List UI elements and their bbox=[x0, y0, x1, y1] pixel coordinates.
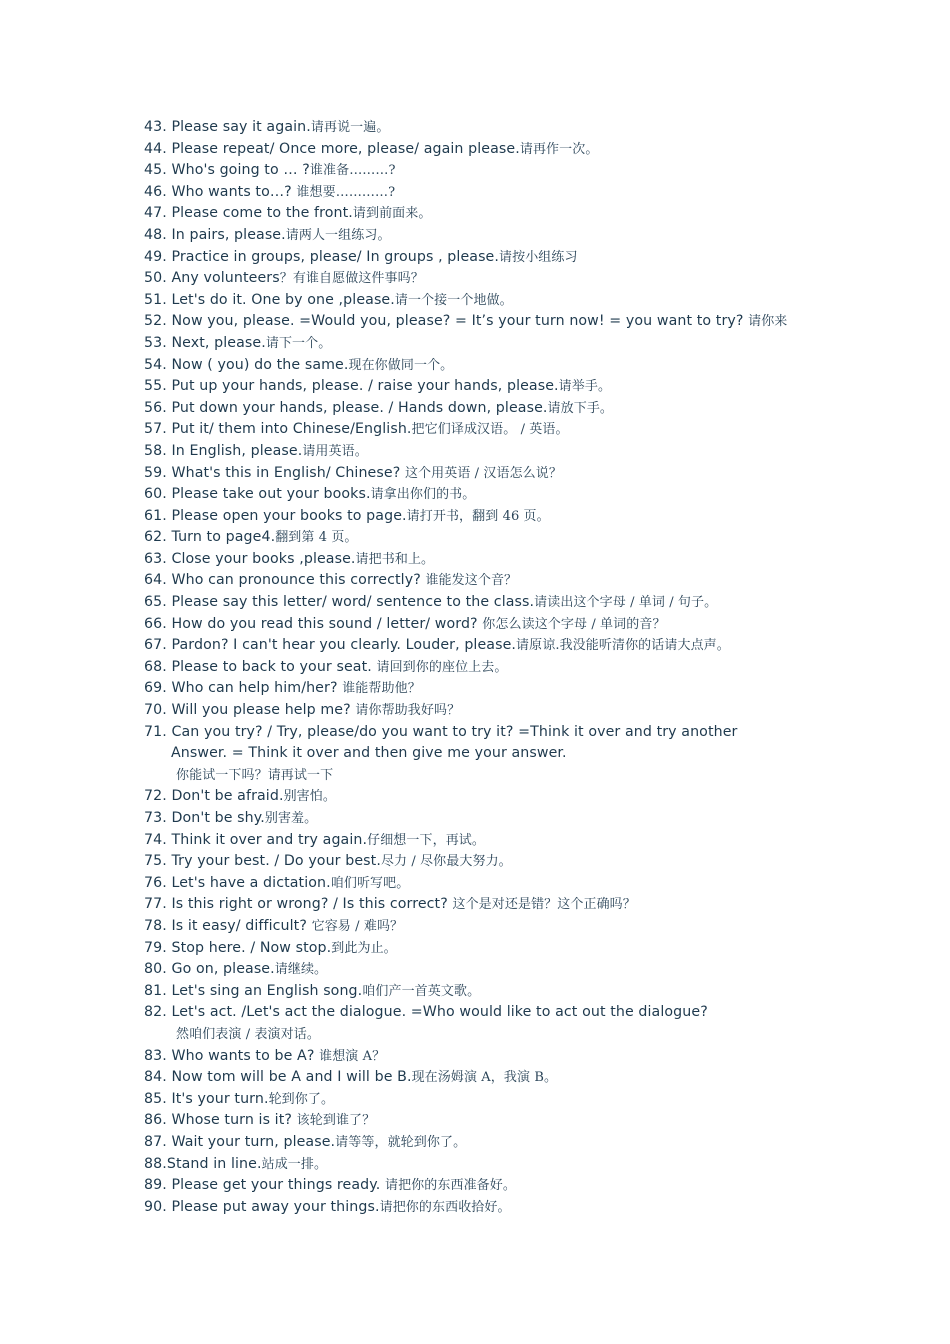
chinese-translation: 站成一排。 bbox=[261, 1156, 328, 1172]
chinese-translation: 尽力 / 尽你最大努力。 bbox=[380, 854, 512, 870]
english-phrase: 50. Any volunteers bbox=[144, 270, 280, 287]
chinese-translation: 请用英语。 bbox=[302, 443, 368, 459]
english-phrase: 60. Please take out your books. bbox=[144, 486, 371, 503]
english-phrase: 88.Stand in line. bbox=[144, 1155, 262, 1172]
english-phrase: 87. Wait your turn, please. bbox=[144, 1133, 336, 1150]
english-phrase: 66. How do you read this sound / letter/ word? bbox=[144, 615, 483, 632]
english-phrase: 81. Let's sing an English song. bbox=[144, 982, 363, 999]
chinese-translation: 这个用英语 / 汉语怎么说？ bbox=[404, 465, 562, 481]
phrase-line bbox=[144, 355, 844, 377]
chinese-translation: 请把书和上。 bbox=[355, 551, 435, 567]
phrase-line bbox=[144, 376, 844, 398]
phrase-line bbox=[144, 419, 844, 441]
chinese-translation: 请回到你的座位上去。 bbox=[376, 659, 508, 675]
phrase-line bbox=[144, 851, 844, 873]
english-phrase: 59. What's this in English/ Chinese? bbox=[144, 464, 405, 481]
english-phrase: 56. Put down your hands, please. / Hands down, please. bbox=[144, 399, 548, 416]
english-phrase: 76. Let's have a dictation. bbox=[144, 874, 331, 891]
english-phrase: 82. Let's act. /Let's act the dialogue. =Who would like to act out the dialogue? bbox=[144, 1004, 708, 1021]
phrase-line bbox=[144, 1002, 844, 1024]
phrase-line bbox=[144, 678, 844, 700]
phrase-line bbox=[144, 592, 844, 614]
chinese-translation: 请按小组练习 bbox=[499, 249, 578, 265]
chinese-translation: 请继续。 bbox=[274, 962, 328, 978]
english-phrase: 64. Who can pronounce this correctly? bbox=[144, 572, 426, 589]
phrase-line bbox=[144, 247, 844, 269]
phrase-line bbox=[144, 1110, 844, 1132]
chinese-translation: 谁想演 A？ bbox=[319, 1048, 386, 1064]
chinese-translation: 仔细想一下，再试。 bbox=[367, 832, 485, 848]
chinese-translation: 谁想要…………? bbox=[296, 184, 396, 200]
phrase-line bbox=[144, 203, 844, 225]
chinese-translation: 请拿出你们的书。 bbox=[370, 487, 476, 503]
english-phrase: 43. Please say it again. bbox=[144, 119, 311, 135]
phrase-continuation-line bbox=[144, 743, 844, 765]
chinese-translation: 现在汤姆演 A，我演 B。 bbox=[411, 1070, 558, 1086]
chinese-translation: 你能试一下吗？请再试一下 bbox=[176, 767, 334, 783]
phrase-line bbox=[144, 1197, 844, 1219]
english-phrase: 53. Next, please. bbox=[144, 334, 266, 351]
chinese-translation: 请把你的东西准备好。 bbox=[384, 1178, 516, 1194]
phrase-line bbox=[144, 484, 844, 506]
english-phrase: 68. Please to back to your seat. bbox=[144, 658, 377, 675]
chinese-translation: 谁准备………? bbox=[309, 163, 396, 179]
phrase-continuation-line bbox=[144, 1024, 844, 1046]
phrase-line bbox=[144, 916, 844, 938]
chinese-translation: 请再说一遍。 bbox=[310, 120, 390, 135]
phrase-line bbox=[144, 268, 844, 290]
chinese-translation: 请放下手。 bbox=[547, 400, 614, 416]
chinese-translation: 别害羞。 bbox=[264, 811, 318, 826]
chinese-translation: ？有谁自愿做这件事吗？ bbox=[279, 271, 424, 287]
english-phrase: 44. Please repeat/ Once more, please/ again please. bbox=[144, 140, 520, 157]
phrase-line bbox=[144, 570, 844, 592]
english-phrase: 83. Who wants to be A? bbox=[144, 1047, 320, 1064]
phrase-line bbox=[144, 290, 844, 312]
english-phrase: 57. Put it/ them into Chinese/English. bbox=[144, 421, 412, 438]
phrase-line bbox=[144, 549, 844, 571]
english-phrase: 48. In pairs, please. bbox=[144, 226, 286, 243]
phrase-line bbox=[144, 830, 844, 852]
english-phrase: 61. Please open your books to page. bbox=[144, 507, 407, 524]
chinese-translation: 请等等，就轮到你了。 bbox=[335, 1134, 467, 1150]
english-phrase: 45. Who's going to … ? bbox=[144, 162, 310, 179]
phrase-line bbox=[144, 139, 844, 161]
chinese-translation: 你怎么读这个字母 / 单词的音？ bbox=[482, 616, 666, 632]
english-phrase: 89. Please get your things ready. bbox=[144, 1177, 385, 1194]
phrase-line bbox=[144, 1154, 844, 1176]
phrase-line bbox=[144, 808, 844, 830]
phrase-list bbox=[144, 117, 844, 1218]
english-phrase: 84. Now tom will be A and I will be B. bbox=[144, 1069, 412, 1086]
english-phrase: 85. It's your turn. bbox=[144, 1090, 269, 1107]
english-phrase: 62. Turn to page4. bbox=[144, 529, 276, 546]
english-phrase: 78. Is it easy/ difficult? bbox=[144, 917, 312, 934]
phrase-line bbox=[144, 722, 844, 744]
phrase-line bbox=[144, 441, 844, 463]
phrase-continuation-line bbox=[144, 765, 844, 787]
english-phrase: 86. Whose turn is it? bbox=[144, 1112, 297, 1129]
english-phrase: 73. Don't be shy. bbox=[144, 810, 265, 826]
english-phrase: 77. Is this right or wrong? / Is this correct? bbox=[144, 896, 453, 913]
english-phrase: 63. Close your books ,please. bbox=[144, 550, 356, 567]
chinese-translation: 现在你做同一个。 bbox=[348, 357, 454, 373]
chinese-translation: 它容易 / 难吗？ bbox=[311, 918, 404, 934]
english-phrase: 67. Pardon? I can't hear you clearly. Louder, please. bbox=[144, 637, 517, 654]
chinese-translation: 轮到你了。 bbox=[268, 1091, 335, 1107]
english-phrase: 70. Will you please help me? bbox=[144, 702, 356, 719]
english-phrase: 55. Put up your hands, please. / raise your hands, please. bbox=[144, 378, 559, 395]
phrase-line bbox=[144, 635, 844, 657]
phrase-line bbox=[144, 938, 844, 960]
phrase-line bbox=[144, 873, 844, 895]
english-phrase: 47. Please come to the front. bbox=[144, 205, 353, 222]
english-phrase: 58. In English, please. bbox=[144, 442, 303, 459]
phrase-line bbox=[144, 1175, 844, 1197]
chinese-translation: 请再作一次。 bbox=[519, 141, 599, 157]
phrase-line bbox=[144, 894, 844, 916]
english-phrase: 72. Don't be afraid. bbox=[144, 788, 284, 805]
english-phrase: Answer. = Think it over and then give me your answer. bbox=[171, 745, 567, 762]
english-phrase: 80. Go on, please. bbox=[144, 961, 275, 978]
english-phrase: 51. Let's do it. One by one ,please. bbox=[144, 291, 395, 308]
english-phrase: 49. Practice in groups, please/ In groups , please. bbox=[144, 248, 499, 265]
chinese-translation: 请到前面来。 bbox=[352, 206, 432, 222]
chinese-translation: 到此为止。 bbox=[331, 940, 397, 956]
english-phrase: 65. Please say this letter/ word/ sentence to the class. bbox=[144, 594, 535, 611]
phrase-line bbox=[144, 614, 844, 636]
english-phrase: 90. Please put away your things. bbox=[144, 1198, 380, 1215]
phrase-line bbox=[144, 786, 844, 808]
chinese-translation: 别害怕。 bbox=[283, 789, 336, 805]
chinese-translation: 该轮到谁了？ bbox=[296, 1113, 376, 1129]
chinese-translation: 请下一个。 bbox=[265, 335, 332, 351]
chinese-translation: 请打开书，翻到 46 页。 bbox=[406, 508, 550, 524]
phrase-line bbox=[144, 117, 844, 139]
phrase-line bbox=[144, 1089, 844, 1111]
chinese-translation: 请读出这个字母 / 单词 / 句子。 bbox=[534, 595, 718, 611]
phrase-line bbox=[144, 657, 844, 679]
chinese-translation: 咱们听写吧。 bbox=[330, 875, 410, 891]
english-phrase: 69. Who can help him/her? bbox=[144, 680, 343, 697]
phrase-line bbox=[144, 1067, 844, 1089]
english-phrase: 79. Stop here. / Now stop. bbox=[144, 939, 332, 956]
chinese-translation: 这个是对还是错？这个正确吗？ bbox=[452, 897, 636, 913]
chinese-translation: 请你来 bbox=[748, 314, 788, 330]
chinese-translation: 请举手。 bbox=[558, 379, 612, 395]
phrase-line bbox=[144, 527, 844, 549]
english-phrase: 71. Can you try? / Try, please/do you want to try it? =Think it over and try another bbox=[144, 723, 738, 740]
chinese-translation: 咱们产一首英文歌。 bbox=[362, 983, 481, 999]
chinese-translation: 请你帮助我好吗？ bbox=[355, 703, 461, 719]
chinese-translation: 谁能发这个音？ bbox=[425, 573, 518, 589]
chinese-translation: 翻到第 4 页。 bbox=[275, 530, 358, 546]
phrase-line bbox=[144, 225, 844, 247]
english-phrase: 54. Now ( you) do the same. bbox=[144, 356, 349, 373]
phrase-line bbox=[144, 700, 844, 722]
phrase-line bbox=[144, 160, 844, 182]
phrase-line bbox=[144, 981, 844, 1003]
chinese-translation: 把它们译成汉语。 / 英语。 bbox=[411, 422, 569, 438]
phrase-line bbox=[144, 333, 844, 355]
phrase-line bbox=[144, 1132, 844, 1154]
english-phrase: 52. Now you, please. =Would you, please? = It’s your turn now! = you want to try? bbox=[144, 313, 749, 330]
phrase-line bbox=[144, 1046, 844, 1068]
phrase-line bbox=[144, 398, 844, 420]
english-phrase: 46. Who wants to…? bbox=[144, 183, 297, 200]
chinese-translation: 然咱们表演 / 表演对话。 bbox=[176, 1026, 320, 1042]
chinese-translation: 请原谅.我没能听清你的话请大点声。 bbox=[516, 638, 730, 654]
phrase-line bbox=[144, 182, 844, 204]
phrase-line bbox=[144, 959, 844, 981]
phrase-line bbox=[144, 463, 844, 485]
phrase-line bbox=[144, 506, 844, 528]
chinese-translation: 请一个接一个地做。 bbox=[394, 292, 513, 308]
chinese-translation: 谁能帮助他？ bbox=[342, 681, 421, 697]
phrase-line bbox=[144, 311, 844, 333]
chinese-translation: 请两人一组练习。 bbox=[285, 227, 391, 243]
chinese-translation: 请把你的东西收拾好。 bbox=[379, 1199, 511, 1215]
english-phrase: 74. Think it over and try again. bbox=[144, 831, 368, 848]
english-phrase: 75. Try your best. / Do your best. bbox=[144, 853, 381, 870]
